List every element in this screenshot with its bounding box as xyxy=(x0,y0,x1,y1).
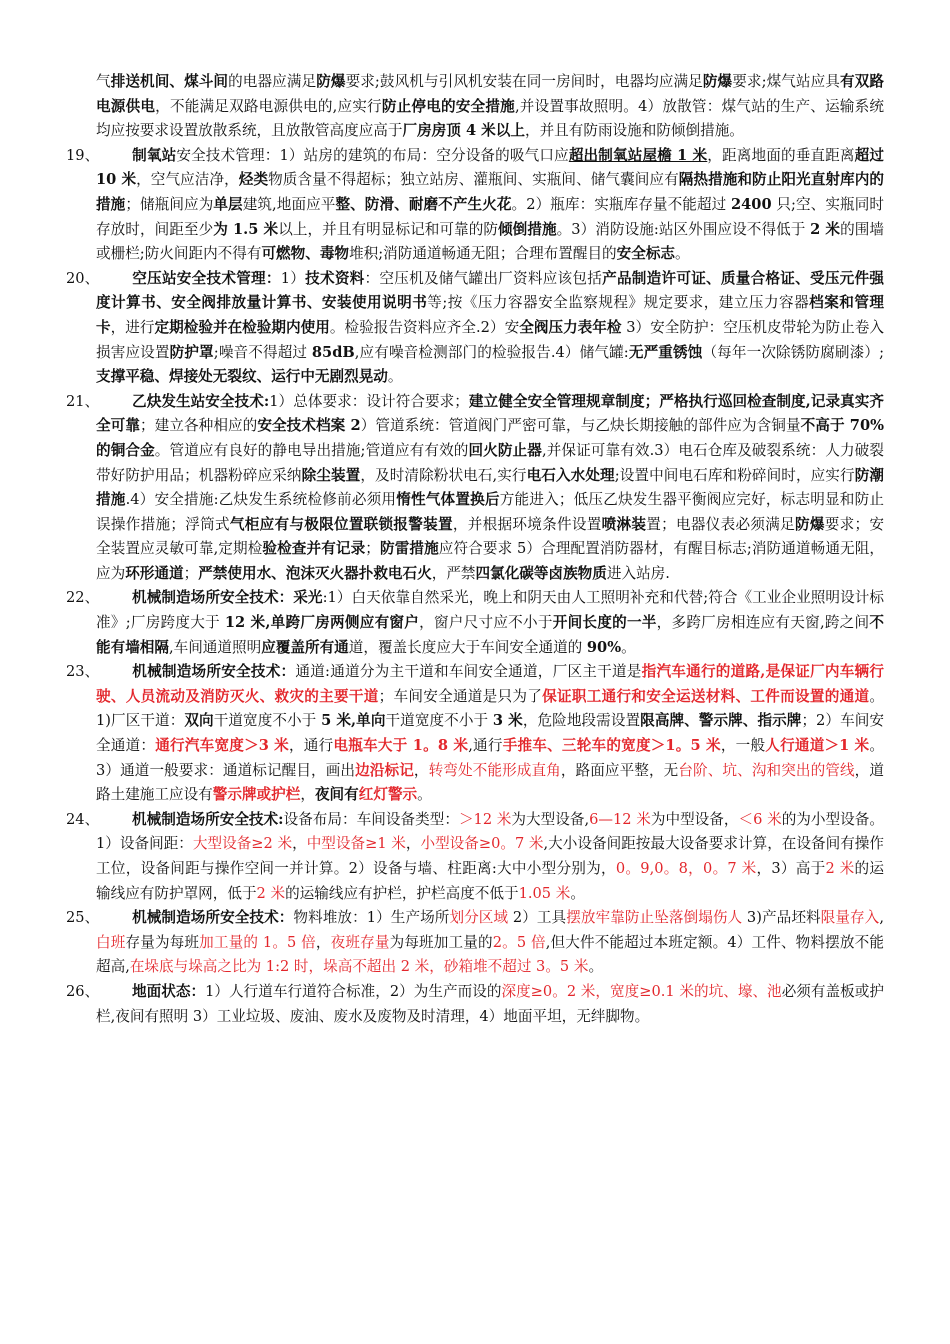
text-run: 。管道应有良好的静电导出措施;管道应有有效的 xyxy=(154,441,469,459)
text-run: 划分区域 xyxy=(449,909,509,927)
text-run: 回火防止器 xyxy=(468,441,542,459)
text-run: ，严禁 xyxy=(431,564,476,582)
text-run: 倾倒措施 xyxy=(498,220,557,238)
text-run: ）管道系统：管道阀门严密可靠，与乙炔长期接触的部件应为含铜量 xyxy=(360,417,801,435)
text-run: ；建立各种相应的 xyxy=(140,417,258,435)
text-run: 厂房房顶 4 米以上 xyxy=(402,122,525,140)
text-run: 堆积;消防通道畅通无阻；合理布置醒目的 xyxy=(349,245,617,263)
text-run: 2。5 倍 xyxy=(492,933,546,951)
text-run: 90% xyxy=(586,638,622,656)
text-run: 防护罩 xyxy=(169,343,214,361)
text-run: 。3）消防设施:站区外围应设不得低于 xyxy=(556,220,811,238)
text-run: 。检验报告资料应齐全.2）安 xyxy=(329,318,520,336)
text-run: ， xyxy=(315,933,331,951)
text-run: 的运输线应有防护罩网，低于 xyxy=(96,860,884,902)
text-run: 。1)厂区干道： xyxy=(96,687,884,730)
text-run: 台阶、坑、沟和突出的管线 xyxy=(678,761,855,779)
text-run: 防爆 xyxy=(702,73,733,90)
text-run: ;设置中间电石库和粉碎间时，应实行 xyxy=(614,466,855,484)
text-run: 排送机间、煤斗间 xyxy=(110,73,229,90)
text-run: 支撑平稳、焊接处无裂纹、运行中无剧烈晃动 xyxy=(96,368,388,386)
text-run: ； xyxy=(365,540,380,558)
text-run: 地面状态： xyxy=(132,982,206,1000)
text-run: 道，覆盖长度应大于车间安全通道的 xyxy=(348,638,587,656)
text-run: 指汽车通行的道路,是保证厂内车辆行驶、人员流动及消防灭火、救灾的主要干道 xyxy=(96,663,884,705)
text-run: 安全技术管理：1）站房的建筑的布局：空分设备的吸气口应 xyxy=(176,146,569,164)
text-run: 技术资料 xyxy=(305,269,365,287)
text-run: 1.05 米 xyxy=(518,884,571,902)
text-run: 白班 xyxy=(96,933,126,951)
text-run: 安全技术档案 2 xyxy=(257,417,361,435)
text-run: 的为小型设备。1）设备间距： xyxy=(96,810,884,853)
text-run: ，窗户尺寸应不小于 xyxy=(419,614,553,632)
text-run: 可燃物、毒物 xyxy=(261,245,350,263)
text-run: ，不能满足双路电源供电的,应实行 xyxy=(155,97,382,115)
text-run: 2 米 xyxy=(256,884,286,902)
text-run: 机械制造场所安全技术： xyxy=(132,663,296,681)
text-run: ＜6 米 xyxy=(738,810,782,828)
text-run: 应符合要求 5）合理配置消防器材，有醒目标志;消防通道畅通无阻，应为 xyxy=(96,540,884,582)
intro-paragraph xyxy=(96,70,884,144)
item-number: 21、 xyxy=(66,392,100,410)
text-run: 加工量的 1。5 倍 xyxy=(199,933,316,951)
text-run: 要求；安全装置应灵敏可靠,定期检 xyxy=(96,515,884,558)
list-item xyxy=(66,586,884,660)
text-run: 只;空、实瓶同时存放时，间距至少 xyxy=(96,195,884,238)
text-run: 手推车、三轮车的宽度＞1。5 米 xyxy=(502,737,721,755)
text-run: 0。9,0。8，0。7 米 xyxy=(615,860,757,877)
text-run: 整、防滑、耐磨不产生火花 xyxy=(335,195,512,213)
text-run: ;噪音不得超过 xyxy=(213,343,312,361)
text-run: 1） xyxy=(280,269,306,287)
item-number: 22、 xyxy=(66,589,100,607)
item-number: 19、 xyxy=(66,146,100,164)
item-number: 23、 xyxy=(66,663,100,681)
text-run: ,并设置事故照明。4）放散管：煤气站的生产、运输系统均应按要求设置放散系统，且放散管高度应高于 xyxy=(96,97,884,140)
list-item xyxy=(66,906,884,980)
text-run: 烃类 xyxy=(238,171,269,189)
list-item xyxy=(66,267,884,390)
text-run: 无严重锈蚀 xyxy=(628,343,703,361)
text-run: 。 xyxy=(588,958,604,976)
text-run: 防雷措施 xyxy=(379,540,439,558)
text-run: 方能进入；低压乙炔发生器平衡阀应完好，标志明显和防止误操作措施；浮筒式 xyxy=(96,491,884,533)
text-run: 产品制造许可证、质量合格证、受压元件强度计算书、安全阀排放量计算书、安装使用说明书 xyxy=(96,269,884,312)
list-item xyxy=(66,980,884,1029)
text-run: 通行汽车宽度＞3 米 xyxy=(155,737,289,755)
text-run: 不能有墙相隔 xyxy=(96,614,884,656)
text-run: 鼓风机与引风机安装在同一房间时 xyxy=(379,73,601,90)
text-run: 。 xyxy=(675,245,690,263)
text-run: 防爆 xyxy=(794,515,825,533)
text-run: 转弯处不能形成直角 xyxy=(428,761,561,779)
text-run: ，一般 xyxy=(720,737,766,755)
text-run: 不高于 70%的铜合金 xyxy=(96,417,884,459)
text-run: 。 xyxy=(621,638,636,656)
text-run: 为每班加工量的 xyxy=(389,933,493,951)
list-item xyxy=(66,390,884,587)
text-run: 喷淋装 xyxy=(601,515,647,533)
text-run: ＞12 米 xyxy=(458,810,512,828)
text-run: ,大小设备间距按最大设备要求计算，在设备间有操作工位，设备间距与操作空间一并计算。2）设备与墙、柱距离:大中小型分别为， xyxy=(96,835,884,877)
text-run: 2 米 xyxy=(825,860,855,877)
text-run: 应覆盖所有通 xyxy=(261,638,349,656)
text-run: ； xyxy=(183,564,199,582)
text-run: 警示牌或护栏 xyxy=(212,786,301,804)
text-run: 电瓶车大于 1。8 米 xyxy=(333,737,469,755)
text-run: ,并保证可靠有效.3）电石仓库及破裂系统：人力破裂带好防护用品；机器粉碎应采纳 xyxy=(96,441,884,484)
text-run: （每年一次除锈防腐刷漆）; xyxy=(702,343,884,361)
text-run: 为中型设备， xyxy=(650,810,739,828)
list-item xyxy=(66,660,884,808)
text-run: ， xyxy=(300,786,315,804)
text-run: 要求;煤气站应具 xyxy=(732,73,840,90)
text-run: 气 xyxy=(96,73,111,90)
text-run: ，路面应平整，无 xyxy=(560,761,679,779)
text-run: ；储瓶间应为 xyxy=(125,195,214,213)
text-run: 防潮措施 xyxy=(96,466,884,509)
text-run: 2400 xyxy=(731,195,772,213)
text-run: 防止停电的安全措施 xyxy=(381,97,515,115)
text-run: 乙炔发生站安全技术: xyxy=(132,392,270,410)
text-run: , xyxy=(879,909,884,927)
text-run: 有双路电源供电 xyxy=(96,73,884,115)
text-run: 限量存入 xyxy=(820,909,880,927)
text-run: 机械制造场所安全技术: xyxy=(132,810,284,828)
text-run: 物料堆放：1）生产场所 xyxy=(293,909,450,927)
text-run: ；2）车间安全通道： xyxy=(96,712,884,755)
text-run: 中型设备≥1 米 xyxy=(306,835,406,853)
text-run: 。 xyxy=(387,368,403,386)
text-run: 3）安全防护：空压机皮带轮为防止卷入损害应设置 xyxy=(96,318,884,361)
text-run: 深度≥0。2 米，宽度≥0.1 米的坑、壕、池 xyxy=(501,982,782,1000)
text-run: 惰性气体置换后 xyxy=(396,491,500,509)
text-run: 电石入水处理 xyxy=(526,466,615,484)
item-number: 20、 xyxy=(66,269,100,287)
text-run: 3)产品坯料 xyxy=(742,909,821,927)
text-run: 保证职工通行和安全运送材料、工件而设置的通道 xyxy=(542,687,870,705)
text-run: 机械制造场所安全技术：采光 xyxy=(132,589,323,607)
list-item xyxy=(66,808,884,906)
text-run: 档案和管理卡 xyxy=(96,294,884,336)
text-run: 1）总体要求：设计符合要求； xyxy=(269,392,469,410)
text-run: 3 米 xyxy=(492,712,523,730)
text-run: 四氯化碳等卤族物质 xyxy=(475,564,607,582)
text-run: 为大型设备, xyxy=(511,810,590,828)
text-run: 除尘装置 xyxy=(301,466,361,484)
text-run: 进入站房. xyxy=(606,564,670,582)
text-run: 红灯警示 xyxy=(358,786,418,804)
text-run: 为 1.5 米 xyxy=(213,220,279,238)
text-run: 6—12 米 xyxy=(589,810,651,828)
text-run: 。2）瓶库：实瓶库存量不能超过 xyxy=(511,195,731,213)
text-run: 5 米,单向 xyxy=(321,712,386,730)
text-run: 气柜应有与极限位置联锁报警装置 xyxy=(229,515,453,533)
text-run: ，电器均应满足 xyxy=(600,73,703,90)
text-run: ，并且有防雨设施和防倾倒措施。 xyxy=(524,122,744,140)
text-run: 建立健全安全管理规章制度；严格执行巡回检查制度,记录真实齐全可靠 xyxy=(96,392,884,435)
text-run: 开间长度的一半 xyxy=(552,614,657,632)
text-run: ， xyxy=(292,835,307,853)
item-number: 26、 xyxy=(66,982,100,1000)
text-run: 通道:通道分为主干道和车间安全通道，厂区主干道是 xyxy=(295,663,642,681)
text-run: 以上，并且有明显标记和可靠的防 xyxy=(278,220,499,238)
text-run: 防爆 xyxy=(316,73,346,90)
text-run: 制氧站 xyxy=(132,146,177,164)
text-run: 85dB xyxy=(311,343,355,361)
text-run: 全阀压力表年检 xyxy=(519,318,622,336)
text-run: ,车间通道照明 xyxy=(168,638,262,656)
text-run: ， xyxy=(413,761,429,779)
text-run: ：空压机及储气罐出厂资料应该包括 xyxy=(364,269,603,287)
text-run: 单层 xyxy=(213,195,243,213)
text-run: 小型设备≥0。7 米 xyxy=(420,835,544,853)
text-run: 边沿标记 xyxy=(355,761,414,779)
text-run: 的电器应满足 xyxy=(228,73,317,90)
text-run: ，3）高于 xyxy=(756,860,826,877)
text-run: ,应有噪音检测部门的检验报告.4）储气罐: xyxy=(354,343,629,361)
text-run: 存量为每班 xyxy=(125,933,200,951)
text-run: 隔热措施和防止阳光直射库内的措施 xyxy=(96,171,884,213)
text-run: 干道宽度不小于 xyxy=(385,712,493,730)
text-run: 超出制氧站屋檐 1 米 xyxy=(568,146,708,164)
text-run: ，进行 xyxy=(110,318,155,336)
item-number: 25、 xyxy=(66,909,100,927)
text-run: 要求; xyxy=(345,73,380,90)
text-run: ，距离地面的垂直距离 xyxy=(707,146,855,164)
text-run: 空压站安全技术管理： xyxy=(132,269,281,287)
text-run: 等;按《压力容器安全监察规程》规定要求，建立压力容器 xyxy=(427,294,810,312)
text-run: 在垛底与垛高之比为 1:2 时，垛高不超出 2 米，砂箱堆不超过 3。5 米 xyxy=(129,958,589,976)
text-run: 物质含量不得超标；独立站房、灌瓶间、实瓶间、储气囊间应有 xyxy=(268,171,679,189)
text-run: 置；电器仪表必须满足 xyxy=(646,515,795,533)
text-run: 夜班存量 xyxy=(330,933,390,951)
text-run: 人行通道＞1 米 xyxy=(765,737,870,755)
text-run: 的围墙或栅栏;防火间距内不得有 xyxy=(96,220,884,263)
text-run: 2 米 xyxy=(810,220,841,238)
text-run: ，危险地段需设置 xyxy=(522,712,641,730)
item-number: 24、 xyxy=(66,810,100,828)
text-run: 设备布局：车间设备类型： xyxy=(283,810,459,828)
text-run: 摆放牢靠防止坠落倒塌伤人 xyxy=(566,909,743,927)
text-run: :1）白天依靠自然采光，晚上和阴天由人工照明补充和代替;符合《工业企业照明设计标准》;厂房跨度大于 xyxy=(96,589,884,632)
text-run: ，通行 xyxy=(288,737,334,755)
text-run: ，及时清除粉状电石,实行 xyxy=(360,466,527,484)
text-run: 验检查并有记录 xyxy=(262,540,366,558)
text-run: 超过 10 米 xyxy=(96,146,884,189)
text-run: 的运输线应有护栏，护栏高度不低于 xyxy=(285,884,519,902)
text-run: 定期检验并在检验期内使用 xyxy=(154,318,330,336)
text-run: ，并根据环境条件设置 xyxy=(452,515,602,533)
text-run: 夜间有 xyxy=(314,786,359,804)
text-run: ， xyxy=(405,835,421,853)
text-run: 建筑,地面应平 xyxy=(242,195,336,213)
text-run: 限高牌、警示牌、指示牌 xyxy=(640,712,802,730)
text-run: ，多跨厂房相连应有天窗,跨之间 xyxy=(656,614,870,632)
text-run: 环形通道 xyxy=(125,564,184,582)
text-run: 干道宽度不小于 xyxy=(213,712,322,730)
text-run: 双向 xyxy=(184,712,214,730)
text-run: 机械制造场所安全技术： xyxy=(132,909,294,927)
text-run: 。3）通道一般要求：通道标记醒目，画出 xyxy=(96,737,884,779)
text-run: 。 xyxy=(570,884,585,902)
text-run: .4）安全措施:乙炔发生系统检修前必须用 xyxy=(125,491,397,509)
numbered-list xyxy=(66,144,884,1029)
text-run: ,通行 xyxy=(468,737,503,755)
text-run: 1）人行道车行道符合标准，2）为生产而设的 xyxy=(205,982,502,1000)
list-item xyxy=(66,144,884,267)
text-run: ,但大件不能超过本班定额。4）工件、物料摆放不能超高, xyxy=(96,933,884,976)
text-run: 必须有盖板或护栏,夜间有照明 3）工业垃圾、废油、废水及废物及时清理，4）地面平坦，无绊脚物。 xyxy=(96,982,884,1025)
text-run: ，空气应洁净， xyxy=(136,171,239,189)
text-run: ；车间安全通道是只为了 xyxy=(378,687,543,705)
text-run: 严禁使用水、泡沫灭火器扑救电石火 xyxy=(198,564,432,582)
text-run: 12 米,单跨厂房两侧应有窗户 xyxy=(224,614,420,632)
text-run: 2）工具 xyxy=(508,909,567,927)
text-run: 。 xyxy=(417,786,432,804)
text-run: 大型设备≥2 米 xyxy=(192,835,293,853)
text-run: ，道路土建施工应设有 xyxy=(96,761,884,804)
text-run: 安全标志 xyxy=(616,245,676,263)
